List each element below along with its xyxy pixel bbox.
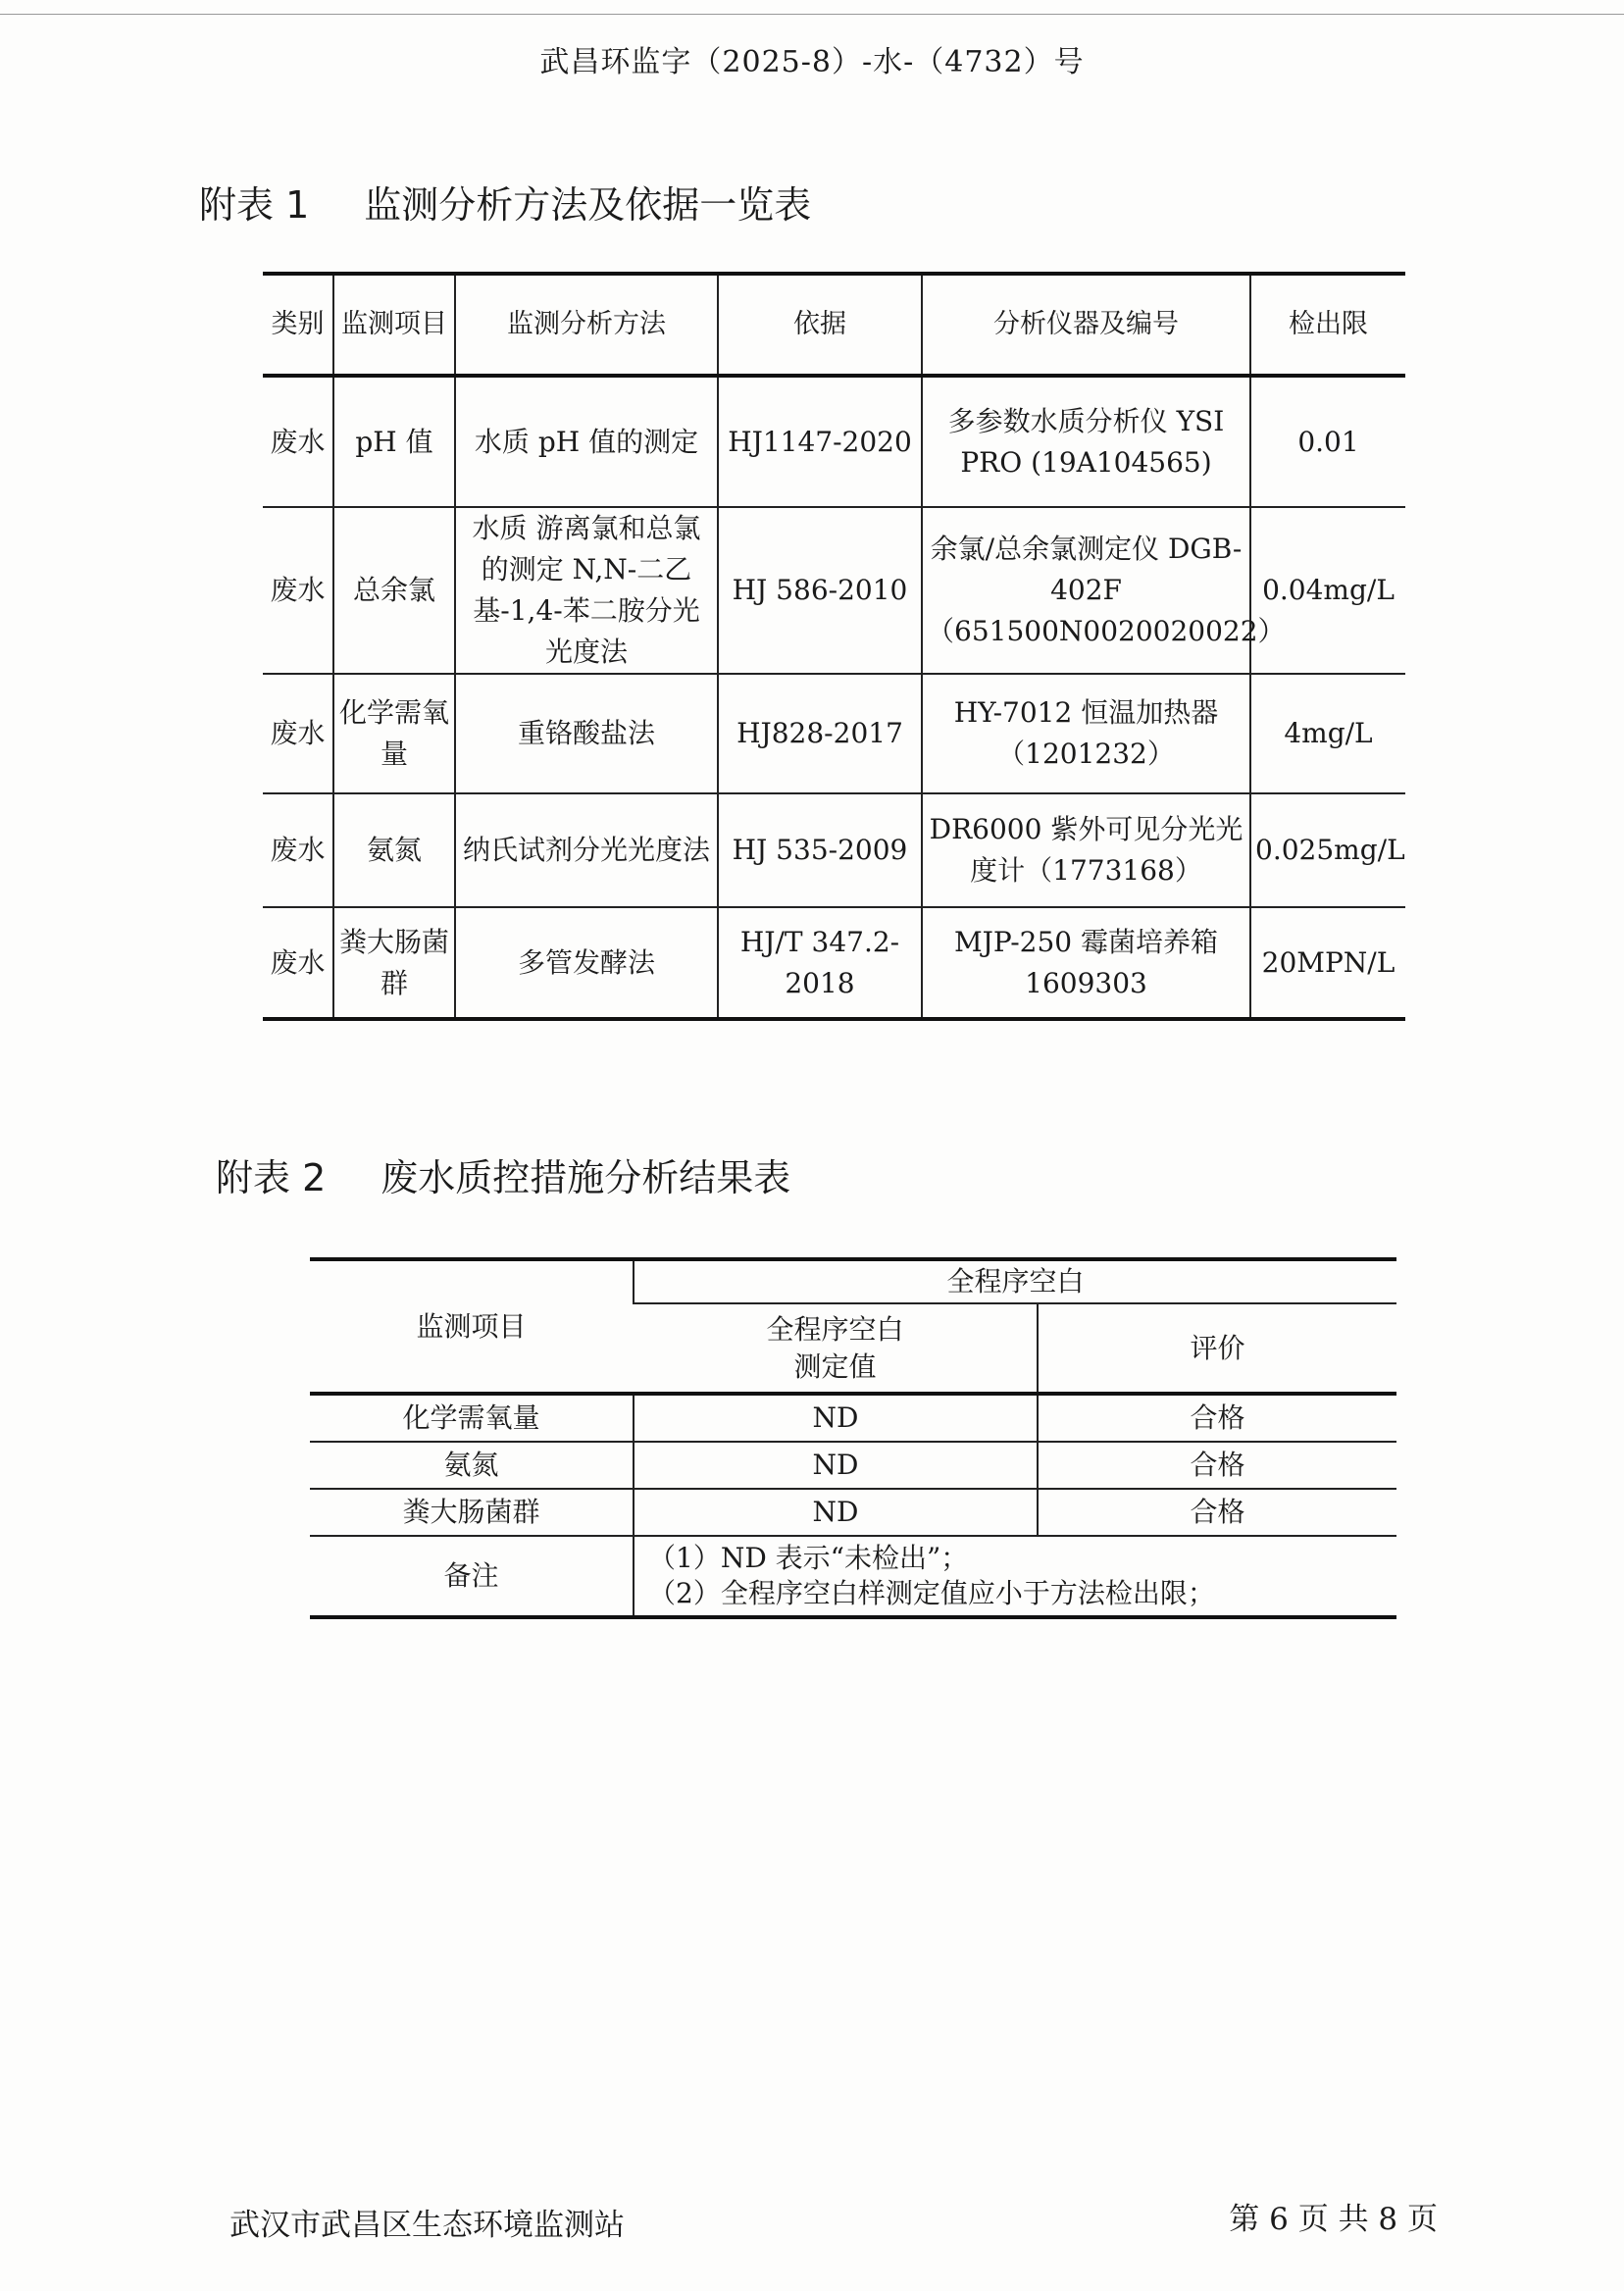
item-cell: 氨氮 <box>333 793 455 907</box>
table-row <box>310 1489 1396 1536</box>
table-row <box>263 793 1405 907</box>
basis-cell: HJ/T 347.2-2018 <box>718 907 922 1019</box>
category-cell: 废水 <box>263 674 333 793</box>
table1-heading <box>199 175 811 229</box>
limit-cell: 0.025mg/L <box>1250 793 1405 907</box>
basis-cell: HJ 586-2010 <box>718 507 922 674</box>
category-cell: 废水 <box>270 945 326 979</box>
top-edge-line <box>0 14 1624 15</box>
header-basis: 依据 <box>718 274 922 376</box>
table-row <box>263 376 1405 507</box>
item-cell: 氨氮 <box>310 1442 634 1489</box>
method-cell: 纳氏试剂分光光度法 <box>455 793 718 907</box>
limit-cell: 0.04mg/L <box>1250 507 1405 674</box>
header-limit: 检出限 <box>1250 274 1405 376</box>
notes-cell <box>634 1536 1396 1617</box>
value-cell: ND <box>634 1394 1038 1442</box>
item-cell: pH 值 <box>333 376 455 507</box>
method-cell: 重铬酸盐法 <box>455 674 718 793</box>
item-cell: 化学需氧量 <box>310 1394 634 1442</box>
basis-cell: HJ 535-2009 <box>718 793 922 907</box>
instrument-cell: DR6000 紫外可见分光光度计（1773168） <box>922 793 1250 907</box>
table-row <box>310 1442 1396 1489</box>
item-cell: 总余氯 <box>333 507 455 674</box>
table1-title: 监测分析方法及依据一览表 <box>364 183 812 227</box>
instrument-cell: MJP-250 霉菌培养箱 1609303 <box>922 907 1250 1019</box>
note-1: （1）ND 表示“未检出”； <box>648 1542 969 1574</box>
header-blank-value-text: 全程序空白测定值 <box>766 1312 904 1383</box>
value-cell: ND <box>634 1442 1038 1489</box>
eval-cell: 合格 <box>1038 1442 1396 1489</box>
header-blank-group: 全程序空白 <box>634 1259 1396 1303</box>
footer-page-number: 第 6 页 共 8 页 <box>1229 2202 1438 2237</box>
method-cell: 多管发酵法 <box>455 907 718 1019</box>
table1-label: 附表 1 <box>199 183 310 227</box>
eval-cell: 合格 <box>1038 1489 1396 1536</box>
category-cell: 废水 <box>263 793 333 907</box>
header-monitoring-item: 监测项目 <box>310 1259 634 1394</box>
notes-row <box>310 1536 1396 1617</box>
table-row <box>263 907 1405 1019</box>
item-cell: 化学需氧量 <box>333 674 455 793</box>
methods-table <box>263 272 1405 1021</box>
header-method: 监测分析方法 <box>455 274 718 376</box>
instrument-cell: 余氯/总余氯测定仪 DGB-402F （651500N0020020022） <box>922 507 1250 674</box>
header-category: 类别 <box>263 274 333 376</box>
qc-results-table <box>310 1257 1396 1619</box>
notes-label: 备注 <box>443 1559 499 1592</box>
table-row <box>263 674 1405 793</box>
document-number: 武昌环监字（2025-8）-水-（4732）号 <box>539 45 1085 79</box>
eval-cell: 合格 <box>1038 1394 1396 1442</box>
note-2: （2）全程序空白样测定值应小于方法检出限； <box>648 1577 1215 1609</box>
basis-cell: HJ1147-2020 <box>718 376 922 507</box>
value-cell: ND <box>634 1489 1038 1536</box>
table2-label: 附表 2 <box>216 1156 327 1199</box>
category-cell: 废水 <box>263 507 333 674</box>
methods-table-header <box>263 274 1405 376</box>
header-instrument: 分析仪器及编号 <box>922 274 1250 376</box>
category-cell: 废水 <box>263 376 333 507</box>
item-cell: 粪大肠菌群 <box>333 907 455 1019</box>
table-row <box>310 1394 1396 1442</box>
method-cell: 水质 pH 值的测定 <box>455 376 718 507</box>
method-cell: 水质 游离氯和总氯的测定 N,N-二乙基-1,4-苯二胺分光光度法 <box>455 507 718 674</box>
limit-cell: 4mg/L <box>1250 674 1405 793</box>
header-blank-value <box>634 1303 1038 1394</box>
item-cell: 粪大肠菌群 <box>310 1489 634 1536</box>
qc-header-row-1 <box>310 1259 1396 1303</box>
header-item: 监测项目 <box>333 274 455 376</box>
table2-heading <box>216 1147 790 1201</box>
footer-organization: 武汉市武昌区生态环境监测站 <box>229 2208 625 2243</box>
table-row <box>263 507 1405 674</box>
instrument-cell: 多参数水质分析仪 YSI PRO (19A104565) <box>922 376 1250 507</box>
basis-cell: HJ828-2017 <box>718 674 922 793</box>
instrument-cell: HY-7012 恒温加热器 （1201232） <box>922 674 1250 793</box>
header-evaluation: 评价 <box>1038 1303 1396 1394</box>
limit-cell: 0.01 <box>1250 376 1405 507</box>
limit-cell: 20MPN/L <box>1250 907 1405 1019</box>
table2-title: 废水质控措施分析结果表 <box>381 1156 791 1199</box>
